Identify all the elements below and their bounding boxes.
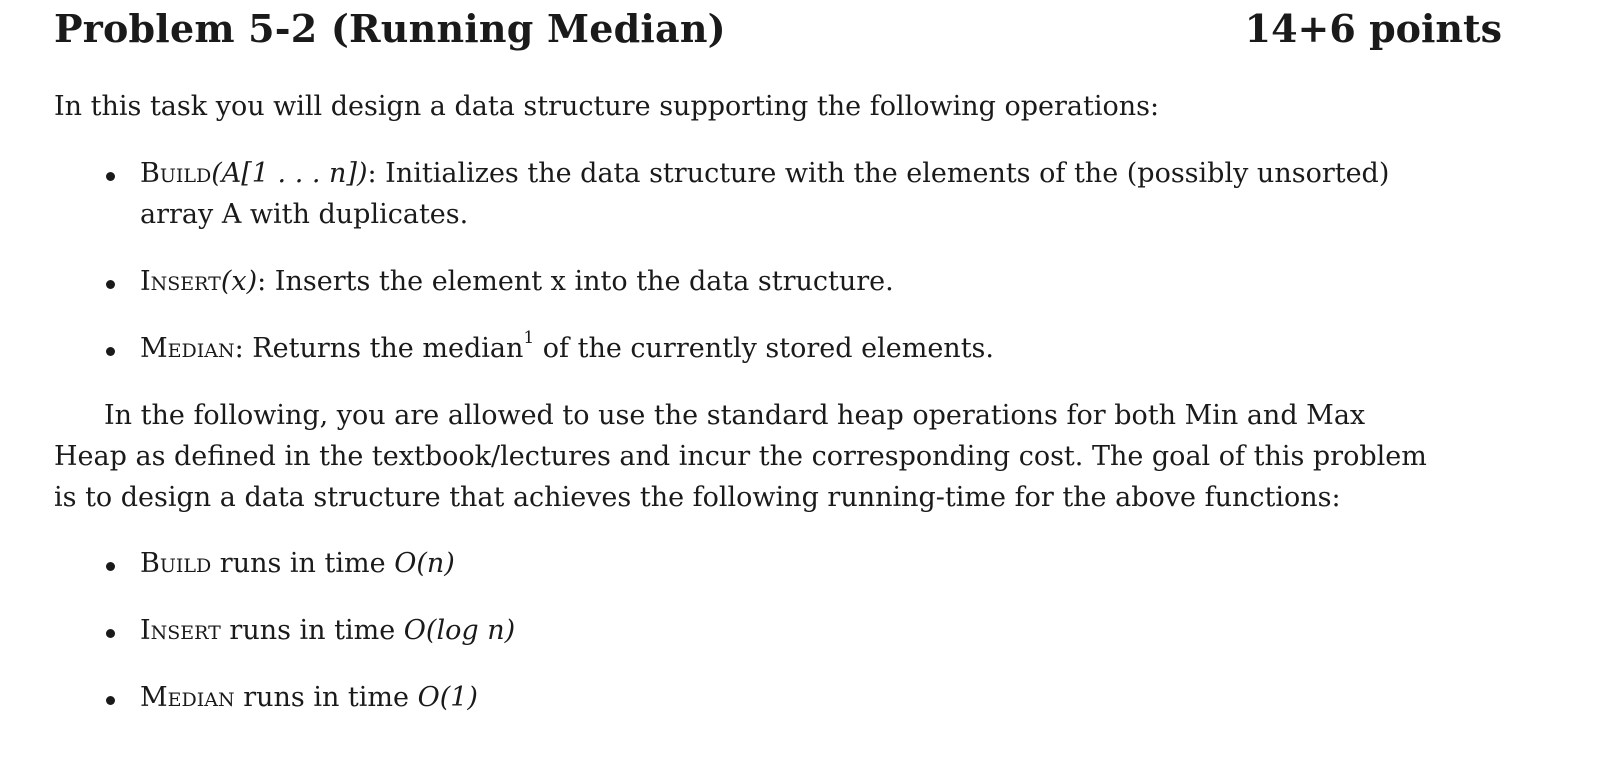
operation-name: Build bbox=[140, 158, 212, 189]
requirement-text: runs in time bbox=[211, 548, 395, 579]
operation-description-cont: array A with duplicates. bbox=[140, 199, 469, 230]
operation-signature: (x) bbox=[220, 266, 258, 297]
problem-points: 14+6 points bbox=[1244, 6, 1502, 51]
requirement-name: Build bbox=[140, 548, 212, 579]
operation-name: Insert bbox=[140, 266, 221, 297]
operation-build-text bbox=[140, 153, 1502, 235]
operation-median-text bbox=[140, 328, 1502, 369]
requirement-name: Insert bbox=[140, 615, 221, 646]
problem-header bbox=[54, 6, 1502, 56]
requirement-complexity: O(log n) bbox=[403, 615, 516, 646]
heap-paragraph-line3: is to design a data structure that achieves the following running-time for the above functions: bbox=[54, 482, 1341, 513]
requirement-complexity: O(1) bbox=[417, 682, 478, 713]
requirement-complexity: O(n) bbox=[394, 548, 455, 579]
operation-name: Median bbox=[140, 333, 235, 364]
operation-description-post: of the currently stored elements. bbox=[534, 333, 994, 364]
heap-paragraph-line2: Heap as defined in the textbook/lectures and incur the corresponding cost. The goal of this problem bbox=[54, 441, 1427, 472]
problem-title: Problem 5-2 (Running Median) bbox=[54, 6, 726, 51]
heap-paragraph bbox=[54, 395, 1502, 518]
operation-signature: (A[1 . . . n]) bbox=[211, 158, 368, 189]
operation-description: : Returns the median bbox=[234, 333, 524, 364]
operation-description: : Inserts the element x into the data structure. bbox=[257, 266, 894, 297]
heap-paragraph-line1: In the following, you are allowed to use the standard heap operations for both Min and Max bbox=[104, 400, 1366, 431]
requirement-text: runs in time bbox=[220, 615, 404, 646]
operation-insert-text bbox=[140, 261, 1502, 302]
requirement-insert-text bbox=[140, 610, 1502, 651]
requirement-text: runs in time bbox=[234, 682, 418, 713]
requirement-median-text bbox=[140, 677, 1502, 718]
operation-description: : Initializes the data structure with the elements of the (possibly unsorted) bbox=[367, 158, 1390, 189]
intro-paragraph: In this task you will design a data structure supporting the following operations: bbox=[54, 91, 1160, 122]
requirement-name: Median bbox=[140, 682, 235, 713]
footnote-marker: 1 bbox=[523, 328, 535, 348]
requirement-build-text bbox=[140, 543, 1502, 584]
